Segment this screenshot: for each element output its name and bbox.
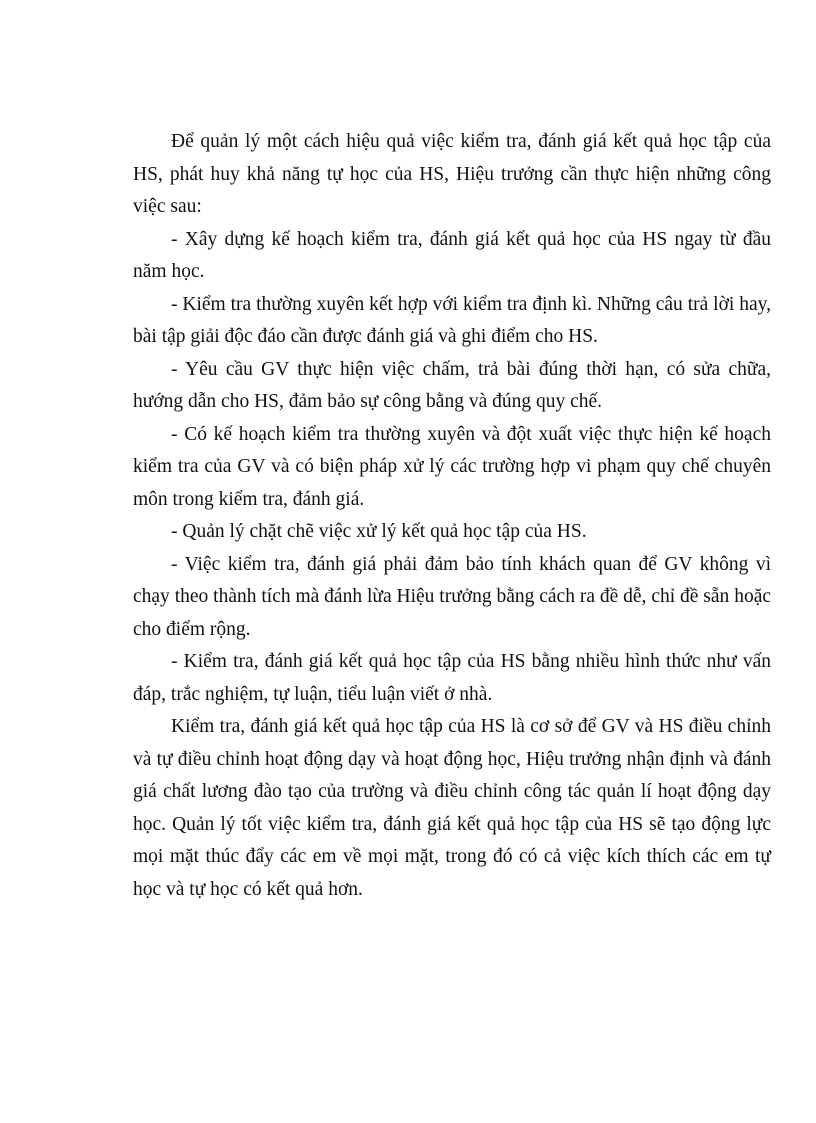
list-item-assessment-forms: - Kiểm tra, đánh giá kết quả học tập của HS bằng nhiều hình thức như vấn đáp, trắc nghiệm, tự luận, tiểu luận viết ở nhà.	[133, 651, 771, 705]
document-body	[133, 126, 771, 906]
list-item-objectivity: - Việc kiểm tra, đánh giá phải đảm bảo tính khách quan để GV không vì chạy theo thành tích mà đánh lừa Hiệu trưởng bằng cách ra đề dễ, chỉ đề sẵn hoặc cho điểm rộng.	[133, 553, 771, 640]
list-item-inspection-plan: - Có kế hoạch kiểm tra thường xuyên và đột xuất việc thực hiện kế hoạch kiểm tra của GV và có biện pháp xử lý các trường hợp vi phạm quy chế chuyên môn trong kiểm tra, đánh giá.	[133, 423, 771, 510]
paragraph-intro: Để quản lý một cách hiệu quả việc kiểm tra, đánh giá kết quả học tập của HS, phát huy khả năng tự học của HS, Hiệu trưởng cần thực hiện những công việc sau:	[133, 131, 771, 217]
list-item-teacher-grading: - Yêu cầu GV thực hiện việc chấm, trả bài đúng thời hạn, có sửa chữa, hướng dẫn cho HS, đảm bảo sự công bằng và đúng quy chế.	[133, 358, 771, 412]
list-item-results-management: - Quản lý chặt chẽ việc xử lý kết quả học tập của HS.	[171, 521, 587, 542]
paragraph-conclusion: Kiểm tra, đánh giá kết quả học tập của HS là cơ sở để GV và HS điều chỉnh và tự điều chỉnh hoạt động dạy và hoạt động học, Hiệu trưởng nhận định và đánh giá chất lương đào tạo của trường và điều chỉnh công tác quản lí hoạt động dạy học. Quản lý tốt việc kiểm tra, đánh giá kết quả học tập của HS sẽ tạo động lực mọi mặt thúc đẩy các em về mọi mặt, trong đó có cả việc kích thích các em tự học và tự học có kết quả hơn.	[133, 716, 771, 900]
list-item-plan: - Xây dựng kế hoạch kiểm tra, đánh giá kết quả học của HS ngay từ đầu năm học.	[133, 228, 771, 282]
list-item-regular-check: - Kiểm tra thường xuyên kết hợp với kiểm tra định kì. Những câu trả lời hay, bài tập giải độc đáo cần được đánh giá và ghi điểm cho HS.	[133, 293, 771, 347]
